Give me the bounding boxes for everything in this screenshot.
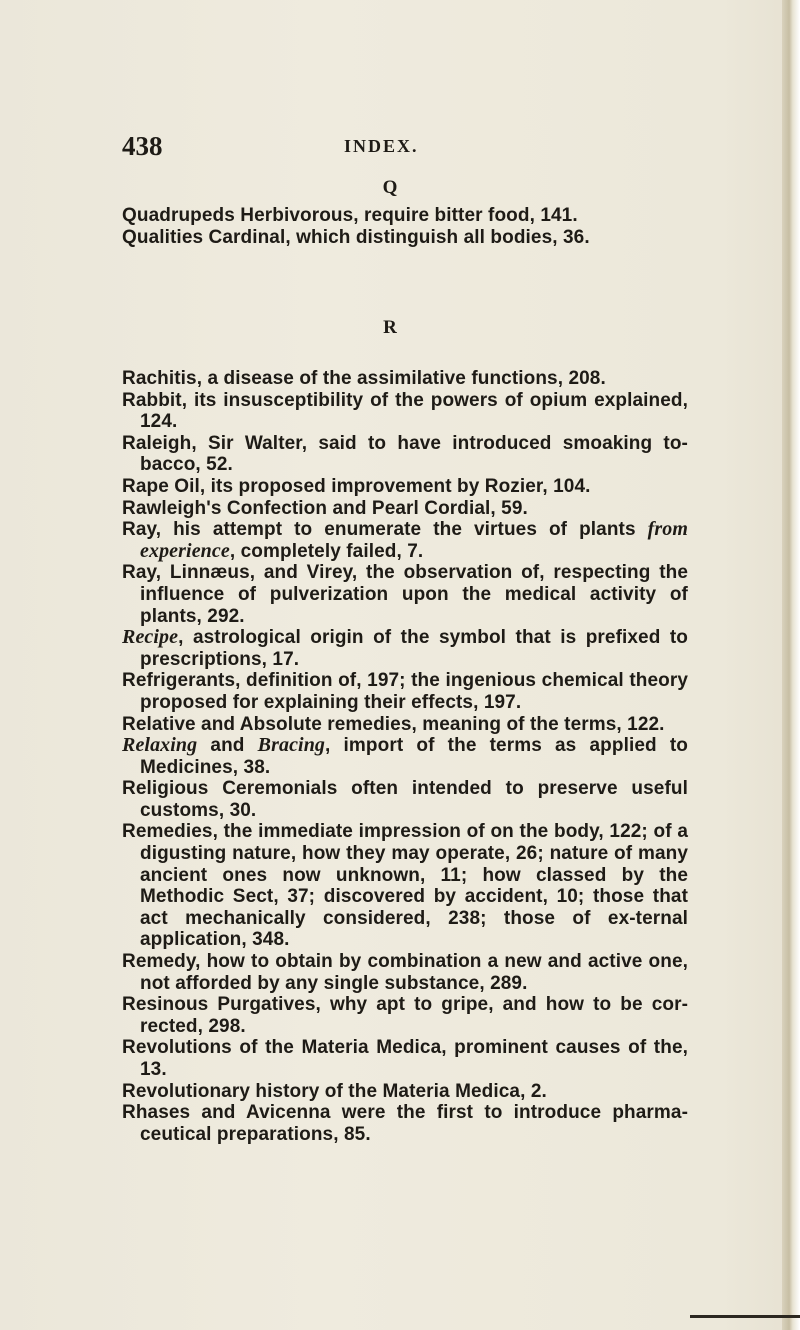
index-entry: Revolutionary history of the Materia Medica, 2.	[122, 1080, 547, 1102]
index-entry: Rape Oil, its proposed improvement by Rozier, 104.	[122, 475, 591, 497]
index-entry: Religious Ceremonials often intended to preserve useful customs, 30.	[122, 778, 688, 821]
entry-text: Ray, his attempt to enumerate the virtues of plants	[122, 519, 648, 541]
section-letter-q: Q	[382, 177, 398, 198]
entry-text: , import of the terms as applied to Medicines, 38.	[140, 735, 688, 778]
page-edge-shadow	[690, 1315, 800, 1318]
index-entry: Remedies, the immediate impression of on the body, 122; of a digusting nature, how they may operate, 26; nature of many ancient ones now unknown, 11; how classed by the Methodic Sect, 37; discovered by accident, 10; those that act mechanically considered, 238; those of ex-ternal application, 348.	[122, 821, 688, 951]
section-q-entries	[122, 205, 688, 248]
entry-text: , astrological origin of the symbol that is prefixed to prescriptions, 17.	[140, 627, 688, 670]
index-entry	[122, 627, 688, 670]
entry-text: , completely failed, 7.	[229, 540, 424, 562]
index-entry: Raleigh, Sir Walter, said to have introduced smoaking to-bacco, 52.	[122, 432, 688, 476]
index-entry: Qualities Cardinal, which distinguish all bodies, 36.	[122, 226, 590, 248]
index-entry	[122, 519, 688, 562]
entry-text: and	[197, 735, 258, 757]
index-entry: Rabbit, its insusceptibility of the powers of opium explained, 124.	[122, 389, 688, 433]
index-entry	[122, 735, 688, 778]
entry-italic: Relaxing	[122, 734, 198, 757]
index-entry: Ray, Linnæus, and Virey, the observation of, respecting the influence of pulverization upon the medical activity of plants, 292.	[122, 562, 688, 627]
running-head: INDEX.	[344, 136, 419, 156]
page-number: 438	[122, 131, 163, 161]
page-edge	[782, 0, 800, 1330]
entry-italic: Recipe	[122, 626, 179, 649]
index-entry: Remedy, how to obtain by combination a new and active one, not afforded by any single substance, 289.	[122, 951, 688, 994]
page-header	[122, 131, 562, 163]
section-letter-r: R	[383, 317, 397, 338]
entry-italic: from experience	[140, 518, 688, 562]
index-entry: Resinous Purgatives, why apt to gripe, and how to be cor-rected, 298.	[122, 994, 688, 1037]
index-entry: Rhases and Avicenna were the first to introduce pharma-ceutical preparations, 85.	[122, 1102, 688, 1145]
section-r-entries	[122, 368, 688, 1145]
index-entry: Relative and Absolute remedies, meaning of the terms, 122.	[122, 713, 665, 735]
entry-italic: Bracing	[257, 734, 326, 757]
index-entry: Refrigerants, definition of, 197; the ingenious chemical theory proposed for explaining their effects, 197.	[122, 670, 688, 713]
index-entry: Rawleigh's Confection and Pearl Cordial, 59.	[122, 497, 528, 519]
index-entry: Rachitis, a disease of the assimilative functions, 208.	[122, 368, 606, 389]
index-entry: Revolutions of the Materia Medica, prominent causes of the, 13.	[122, 1037, 688, 1080]
index-entry: Quadrupeds Herbivorous, require bitter food, 141.	[122, 205, 578, 226]
